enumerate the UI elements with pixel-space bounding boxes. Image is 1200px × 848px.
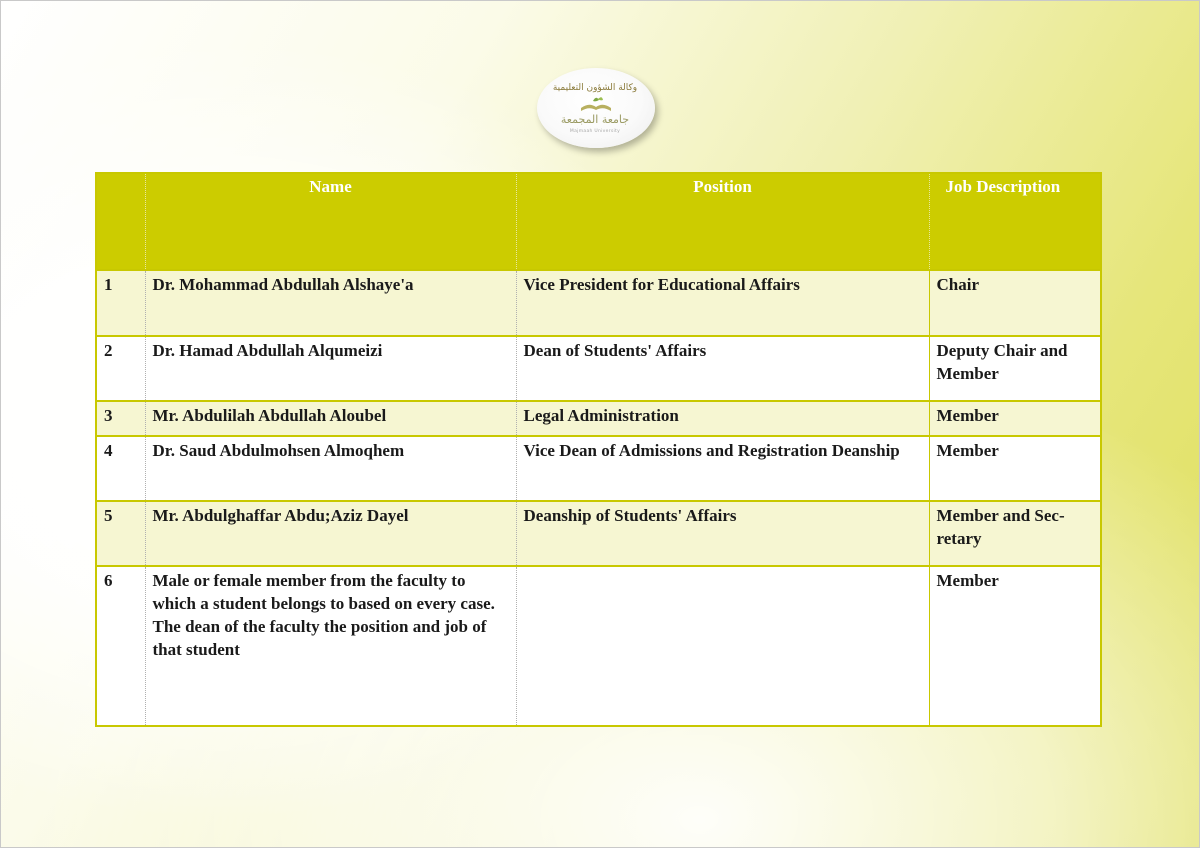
header-job-description: Job Description: [929, 173, 1101, 270]
member-name: Mr. Abdulilah Abdullah Aloubel: [145, 401, 516, 436]
row-number: 3: [96, 401, 145, 436]
member-position: Vice Dean of Admissions and Registration Deanship: [516, 436, 929, 501]
logo-graphic: [537, 68, 655, 148]
member-name: Male or female member from the faculty to which a student belongs to based on every case. The dean of the faculty the position and job of that student: [145, 566, 516, 726]
member-job: Member: [929, 566, 1101, 726]
row-number: 4: [96, 436, 145, 501]
header-number: [96, 173, 145, 270]
member-position: Deanship of Students' Affairs: [516, 501, 929, 566]
table-row: [96, 566, 1101, 726]
member-position: [516, 566, 929, 726]
logo-arabic-bottom: جامعة المجمعة: [560, 113, 630, 126]
logo-latin: Majmaah University: [569, 129, 621, 134]
row-number: 6: [96, 566, 145, 726]
member-job: Deputy Chair and Member: [929, 336, 1101, 401]
university-logo: [537, 68, 655, 148]
member-job: Member: [929, 436, 1101, 501]
table-row: [96, 501, 1101, 566]
book-icon: [581, 105, 611, 111]
member-job: Member: [929, 401, 1101, 436]
table-row: [96, 401, 1101, 436]
member-position: Vice President for Educational Affairs: [516, 270, 929, 336]
table-row: [96, 336, 1101, 401]
logo-arabic-top: وكالة الشؤون التعليمية: [552, 83, 638, 93]
committee-table: [95, 172, 1102, 727]
table-row: [96, 436, 1101, 501]
header-name: Name: [145, 173, 516, 270]
header-position: Position: [516, 173, 929, 270]
leaf-icon: [593, 98, 599, 102]
member-name: Dr. Hamad Abdullah Alqumeizi: [145, 336, 516, 401]
member-position: Dean of Students' Affairs: [516, 336, 929, 401]
member-job: Chair: [929, 270, 1101, 336]
member-job: Member and Sec-retary: [929, 501, 1101, 566]
member-position: Legal Administration: [516, 401, 929, 436]
table-row: [96, 270, 1101, 336]
member-name: Dr. Saud Abdulmohsen Almoqhem: [145, 436, 516, 501]
table-header-row: [96, 173, 1101, 270]
member-name: Dr. Mohammad Abdullah Alshaye'a: [145, 270, 516, 336]
row-number: 2: [96, 336, 145, 401]
row-number: 1: [96, 270, 145, 336]
row-number: 5: [96, 501, 145, 566]
member-name: Mr. Abdulghaffar Abdu;Aziz Dayel: [145, 501, 516, 566]
